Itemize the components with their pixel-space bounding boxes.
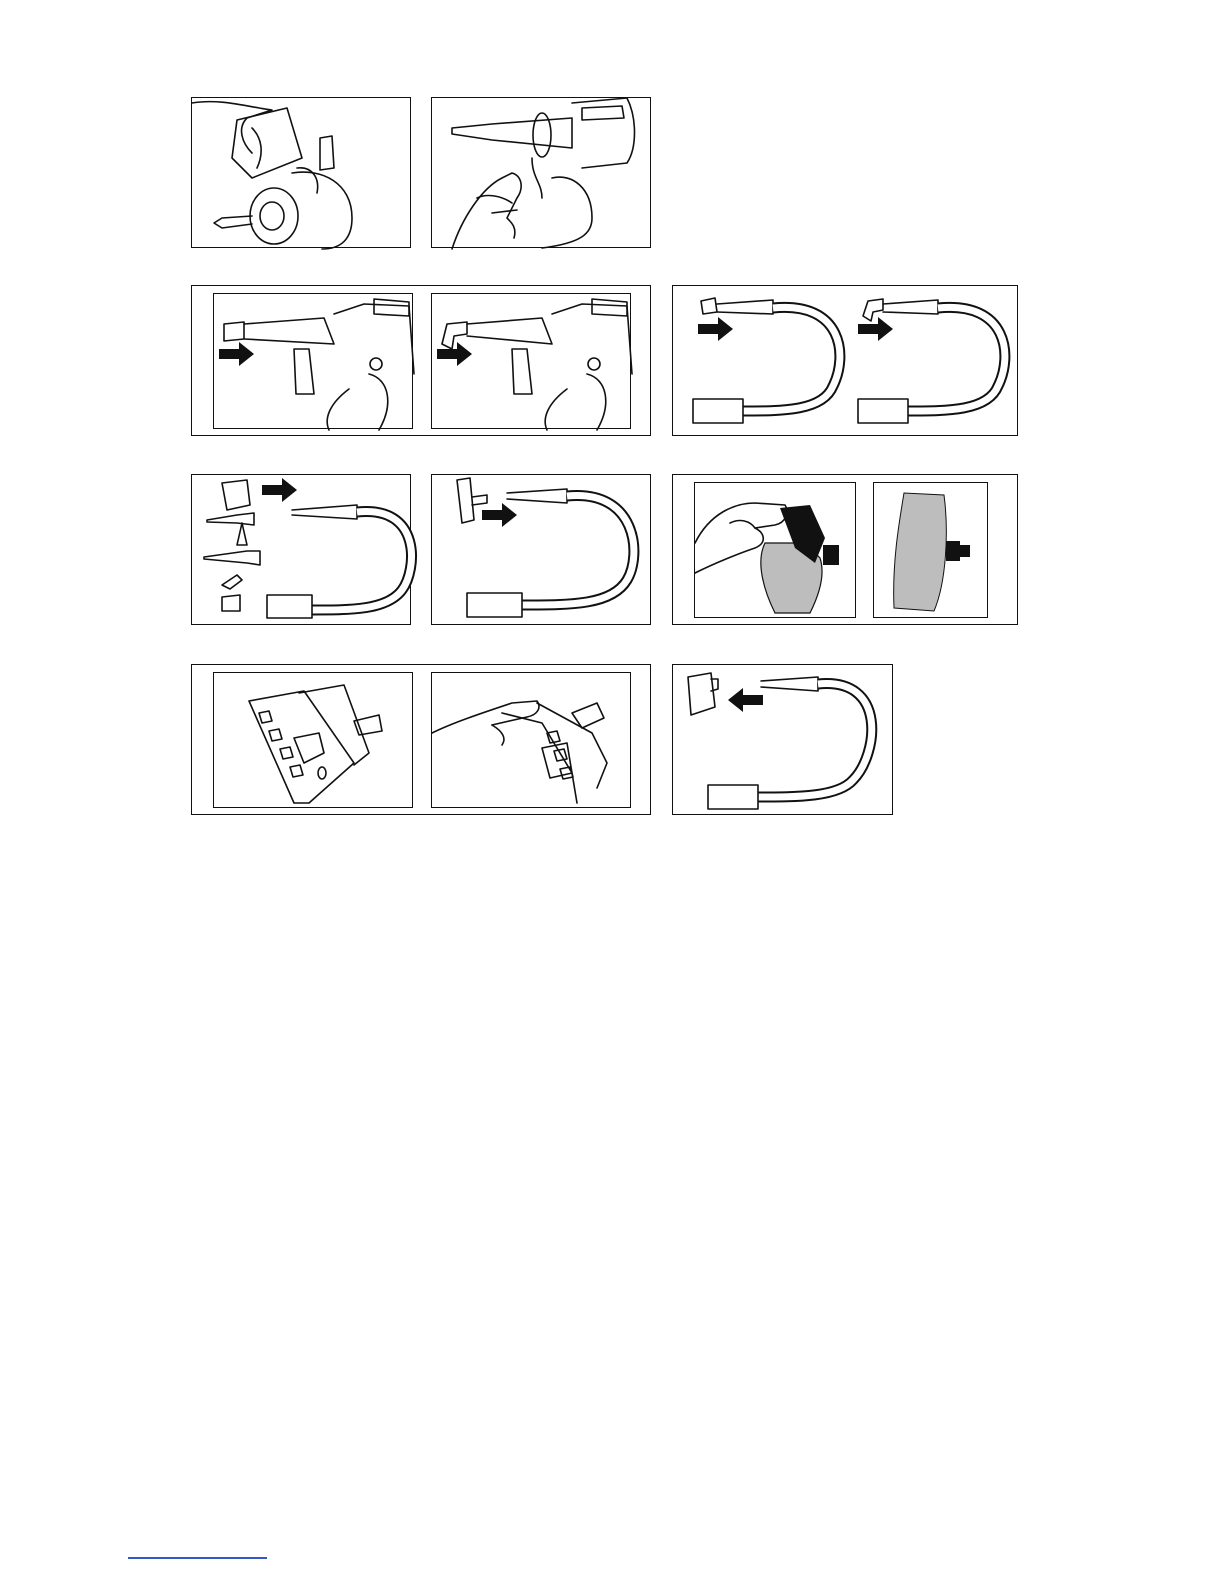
figure-attach-floor-tool-to-hose [672,664,893,815]
figure-row3-right [672,474,1018,625]
cloth-fitted-illustration [874,483,989,619]
attach-floor-tool-to-hose-illustration [673,665,894,816]
figure-accessories-with-hose [191,474,411,625]
attach-nozzle-rotate-illustration [432,98,652,249]
footer-rule [128,1557,267,1559]
figure-attach-nozzle-rotate [431,97,651,248]
attach-brush-to-unit-illustration [214,294,414,430]
figure-fit-cloth-cover [694,482,856,618]
brush-and-nozzle-on-hose-illustration [673,286,1019,437]
attach-squeegee-to-hose-illustration [432,475,652,626]
figure-cloth-fitted [873,482,988,618]
figure-press-floor-tool-tab [431,672,631,808]
floor-tool-underside-illustration [214,673,414,809]
accessories-with-hose-illustration [192,475,412,626]
figure-floor-tool-underside [213,672,413,808]
figure-attach-brush-to-unit [213,293,413,429]
press-floor-tool-tab-illustration [432,673,632,809]
fit-cloth-cover-illustration [695,483,857,619]
figure-brush-and-nozzle-on-hose [672,285,1018,436]
figure-attach-squeegee-to-hose [431,474,651,625]
figure-row2-left [191,285,651,436]
fill-water-tank-illustration [192,98,412,249]
figure-row4-left [191,664,651,815]
figure-fill-water-tank [191,97,411,248]
attach-angled-nozzle-to-unit-illustration [432,294,632,430]
figure-attach-angled-nozzle-to-unit [431,293,631,429]
